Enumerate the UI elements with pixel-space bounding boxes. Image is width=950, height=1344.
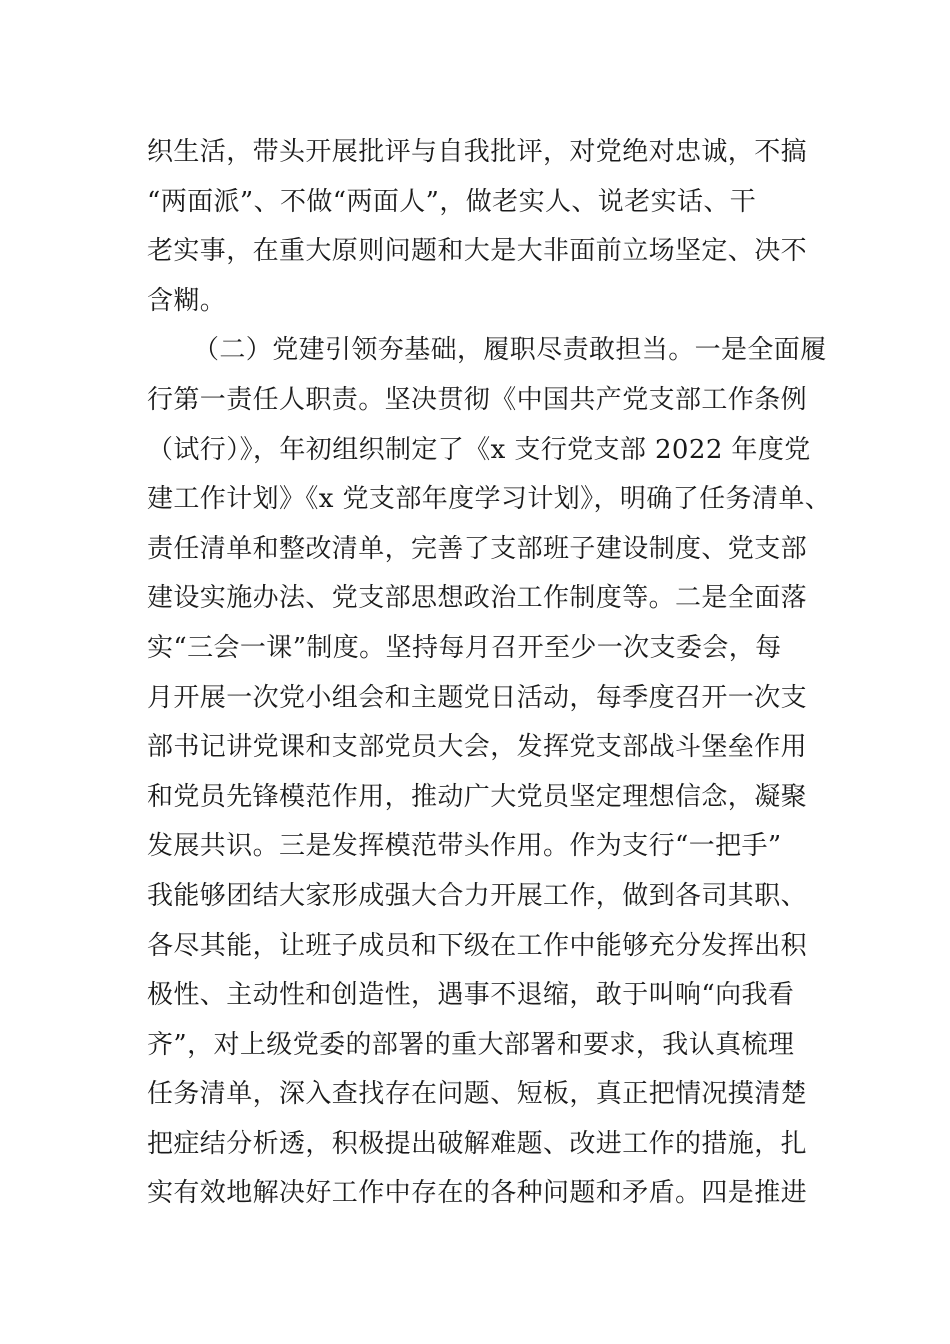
document-body [147,128,832,1219]
text-line: 责任清单和整改清单，完善了支部班子建设制度、党支部 [147,533,808,564]
text-line: 任务清单，深入查找存在问题、短板，真正把情况摸清楚 [147,1079,808,1110]
text-line: 齐”，对上级党委的部署的重大部署和要求，我认真梳理 [147,1029,795,1060]
text-line: 极性、主动性和创造性，遇事不退缩，敢于叫响“向我看 [147,980,795,1011]
text-line: 含糊。 [147,285,227,316]
text-line: 织生活，带头开展批评与自我批评，对党绝对忠诚，不搞 [147,137,808,167]
text-line: 和党员先锋模范作用，推动广大党员坚定理想信念，凝聚 [147,781,808,812]
text-line: 月开展一次党小组会和主题党日活动，每季度召开一次支 [147,682,808,713]
text-line: 我能够团结大家形成强大合力开展工作，做到各司其职、 [147,880,808,911]
text-line: 发展共识。三是发挥模范带头作用。作为支行“一把手” [147,831,782,862]
text-line: 实“三会一课”制度。坚持每月召开至少一次支委会，每 [147,632,782,663]
text-line: “两面派”、不做“两面人”，做老实人、说老实话、干 [147,186,757,217]
text-line: 部书记讲党课和支部党员大会，发挥党支部战斗堡垒作用 [147,732,808,763]
text-line: 实有效地解决好工作中存在的各种问题和矛盾。四是推进 [147,1178,808,1209]
text-line: （试行）》，年初组织制定了《x 支行党支部 2022 年度党 [147,434,811,465]
text-line: 把症结分析透，积极提出破解难题、改进工作的措施，扎 [147,1128,808,1159]
text-line: 老实事，在重大原则问题和大是大非面前立场坚定、决不 [147,236,808,267]
text-line: 各尽其能，让班子成员和下级在工作中能够充分发挥出积 [147,930,808,961]
section-heading-line: （二）党建引领夯基础，履职尽责敢担当。一是全面履 [193,335,827,366]
text-line: 建工作计划》《x 党支部年度学习计划》，明确了任务清单、 [147,484,832,515]
text-line: 行第一责任人职责。坚决贯彻《中国共产党支部工作条例 [147,384,808,415]
text-line: 建设实施办法、党支部思想政治工作制度等。二是全面落 [147,583,808,614]
